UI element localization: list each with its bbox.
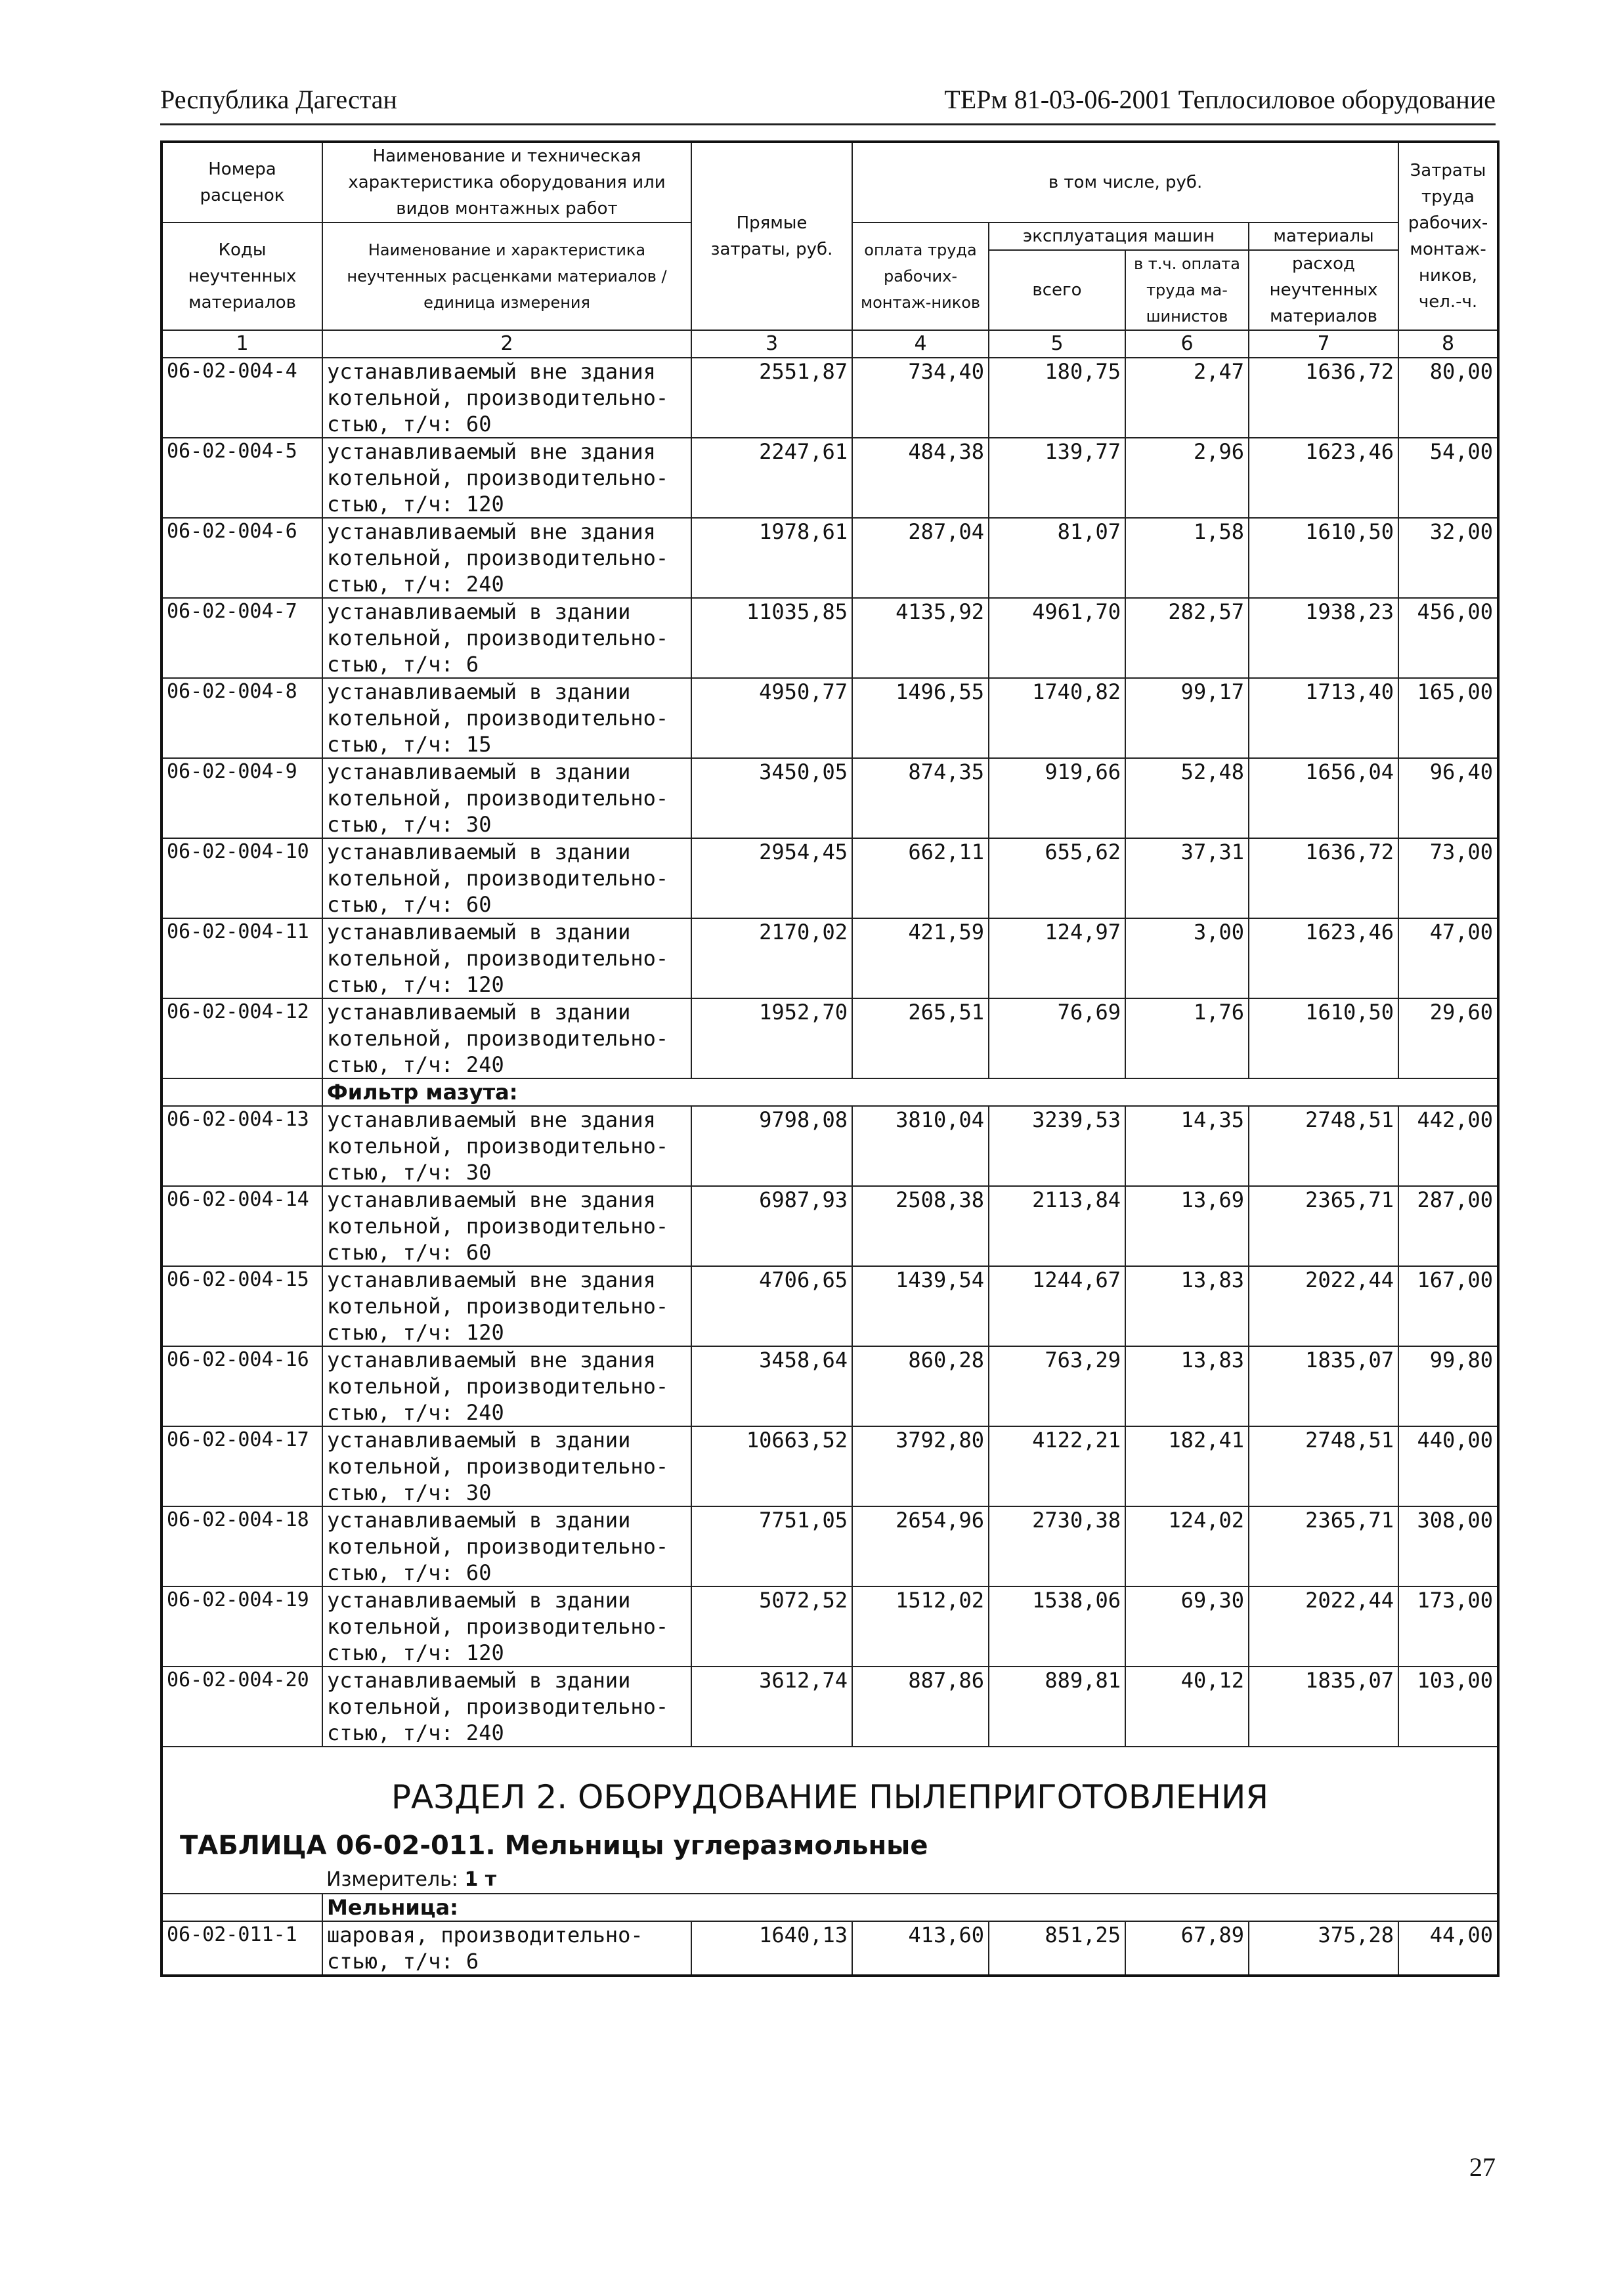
- table-row: [162, 678, 1498, 758]
- labor-hours: 54,00: [1398, 438, 1498, 518]
- labor-cost: 4135,92: [852, 598, 989, 678]
- machinist-labor-cost: 2,47: [1125, 358, 1249, 438]
- work-name-line: котельной, производительно-: [327, 1694, 669, 1719]
- page-number: 27: [1469, 2152, 1496, 2182]
- labor-hours: 29,60: [1398, 998, 1498, 1078]
- table-row: [162, 1106, 1498, 1186]
- materials-cost: 1656,04: [1249, 758, 1398, 838]
- table-row: [162, 1921, 1498, 1976]
- materials-cost: 1636,72: [1249, 838, 1398, 918]
- meter-label: Измеритель:: [326, 1868, 458, 1891]
- labor-cost: 413,60: [852, 1921, 989, 1976]
- work-name-line: котельной, производительно-: [327, 866, 669, 891]
- direct-cost: 4706,65: [691, 1266, 852, 1346]
- work-name-line: устанавливаемый в здании: [327, 599, 631, 624]
- col8-header: Затраты труда рабочих-монтаж-ников, чел.-ч.: [1398, 142, 1498, 330]
- direct-cost: 1952,70: [691, 998, 852, 1078]
- machinist-labor-cost: 40,12: [1125, 1667, 1249, 1747]
- labor-hours: 440,00: [1398, 1426, 1498, 1506]
- work-name-line: стью, т/ч: 15: [327, 732, 492, 757]
- labor-hours: 73,00: [1398, 838, 1498, 918]
- labor-cost: 734,40: [852, 358, 989, 438]
- work-name-line: стью, т/ч: 30: [327, 1480, 492, 1505]
- work-name-line: стью, т/ч: 6: [327, 652, 479, 677]
- work-name: [322, 918, 691, 998]
- machinist-labor-cost: 124,02: [1125, 1506, 1249, 1586]
- work-name-line: котельной, производительно-: [327, 706, 669, 731]
- labor-cost: 1512,02: [852, 1586, 989, 1667]
- col1-header-top: Номера расценок: [162, 142, 322, 223]
- work-name: [322, 1667, 691, 1747]
- machine-cost: 4122,21: [989, 1426, 1125, 1506]
- machinist-labor-cost: 52,48: [1125, 758, 1249, 838]
- labor-hours: 165,00: [1398, 678, 1498, 758]
- table-row: [162, 1186, 1498, 1266]
- work-name-line: стью, т/ч: 240: [327, 1052, 504, 1077]
- document-title: ТЕРм 81-03-06-2001 Теплосиловое оборудование: [944, 85, 1496, 114]
- work-name-line: котельной, производительно-: [327, 786, 669, 811]
- rate-code: 06-02-004-9: [162, 758, 322, 838]
- group-spacer: [162, 1078, 322, 1106]
- rows-block-a: [162, 358, 1498, 1078]
- labor-hours: 442,00: [1398, 1106, 1498, 1186]
- work-name-line: устанавливаемый вне здания: [327, 439, 656, 464]
- labor-cost: 484,38: [852, 438, 989, 518]
- machine-cost: 1740,82: [989, 678, 1125, 758]
- work-name: [322, 758, 691, 838]
- group-label-mill: Мельница:: [322, 1894, 1498, 1921]
- machine-cost: 180,75: [989, 358, 1125, 438]
- table-row: [162, 1667, 1498, 1747]
- machine-cost: 889,81: [989, 1667, 1125, 1747]
- work-name-line: устанавливаемый вне здания: [327, 519, 656, 544]
- labor-cost: 887,86: [852, 1667, 989, 1747]
- rate-code: 06-02-004-19: [162, 1586, 322, 1667]
- labor-cost: 421,59: [852, 918, 989, 998]
- region-title: Республика Дагестан: [160, 85, 397, 114]
- col5-header: всего: [989, 250, 1125, 330]
- col1-header-bottom: Коды неучтенных материалов: [162, 223, 322, 330]
- labor-cost: 287,04: [852, 518, 989, 598]
- machine-cost: 81,07: [989, 518, 1125, 598]
- table-row: [162, 838, 1498, 918]
- machinist-labor-cost: 3,00: [1125, 918, 1249, 998]
- work-name-line: стью, т/ч: 120: [327, 972, 504, 997]
- work-name-line: стью, т/ч: 60: [327, 412, 492, 436]
- table-row: [162, 598, 1498, 678]
- page-header: [160, 84, 1496, 125]
- labor-hours: 287,00: [1398, 1186, 1498, 1266]
- rate-code: 06-02-004-6: [162, 518, 322, 598]
- materials-cost: 375,28: [1249, 1921, 1398, 1976]
- labor-cost: 2508,38: [852, 1186, 989, 1266]
- work-name-line: устанавливаемый в здании: [327, 1508, 631, 1533]
- rows-block-b: [162, 1106, 1498, 1747]
- labor-hours: 96,40: [1398, 758, 1498, 838]
- materials-cost: 1636,72: [1249, 358, 1398, 438]
- col-number: 5: [989, 330, 1125, 358]
- col3-header: Прямые затраты, руб.: [691, 142, 852, 330]
- machine-cost: 851,25: [989, 1921, 1125, 1976]
- materials-cost: 2748,51: [1249, 1426, 1398, 1506]
- rate-code: 06-02-004-4: [162, 358, 322, 438]
- work-name-line: устанавливаемый в здании: [327, 840, 631, 864]
- rate-code: 06-02-004-20: [162, 1667, 322, 1747]
- work-name-line: котельной, производительно-: [327, 946, 669, 971]
- machine-cost: 3239,53: [989, 1106, 1125, 1186]
- work-name: [322, 838, 691, 918]
- labor-hours: 308,00: [1398, 1506, 1498, 1586]
- machine-cost: 124,97: [989, 918, 1125, 998]
- meter-line: [322, 1867, 1498, 1894]
- work-name: [322, 1186, 691, 1266]
- work-name-line: котельной, производительно-: [327, 1214, 669, 1239]
- labor-cost: 265,51: [852, 998, 989, 1078]
- machinist-labor-cost: 14,35: [1125, 1106, 1249, 1186]
- machine-cost: 2730,38: [989, 1506, 1125, 1586]
- table-row: [162, 1346, 1498, 1426]
- rate-code: 06-02-004-16: [162, 1346, 322, 1426]
- direct-cost: 11035,85: [691, 598, 852, 678]
- rate-code: 06-02-004-17: [162, 1426, 322, 1506]
- direct-cost: 3450,05: [691, 758, 852, 838]
- materials-cost: 1835,07: [1249, 1667, 1398, 1747]
- materials-header: материалы: [1249, 223, 1398, 250]
- machine-cost: 2113,84: [989, 1186, 1125, 1266]
- work-name: [322, 1506, 691, 1586]
- work-name-line: устанавливаемый в здании: [327, 920, 631, 945]
- meter-value: 1 т: [464, 1868, 497, 1891]
- rate-code: 06-02-004-8: [162, 678, 322, 758]
- direct-cost: 7751,05: [691, 1506, 852, 1586]
- work-name: [322, 1346, 691, 1426]
- col7-header: расход неучтенных материалов: [1249, 250, 1398, 330]
- materials-cost: 1610,50: [1249, 518, 1398, 598]
- price-table: [160, 140, 1500, 1977]
- machines-header: эксплуатация машин: [989, 223, 1249, 250]
- direct-cost: 4950,77: [691, 678, 852, 758]
- rate-code: 06-02-004-18: [162, 1506, 322, 1586]
- materials-cost: 2022,44: [1249, 1266, 1398, 1346]
- labor-hours: 456,00: [1398, 598, 1498, 678]
- work-name-line: стью, т/ч: 120: [327, 492, 504, 517]
- work-name-line: стью, т/ч: 60: [327, 892, 492, 917]
- direct-cost: 1640,13: [691, 1921, 852, 1976]
- work-name-line: котельной, производительно-: [327, 1614, 669, 1639]
- col4-header: оплата труда рабочих-монтаж-ников: [852, 223, 989, 330]
- work-name-line: стью, т/ч: 120: [327, 1320, 504, 1345]
- rate-code: 06-02-004-15: [162, 1266, 322, 1346]
- group-spacer: [162, 1894, 322, 1921]
- labor-cost: 662,11: [852, 838, 989, 918]
- work-name-line: устанавливаемый в здании: [327, 679, 631, 704]
- rate-code: 06-02-004-10: [162, 838, 322, 918]
- machinist-labor-cost: 182,41: [1125, 1426, 1249, 1506]
- work-name-line: устанавливаемый вне здания: [327, 1267, 656, 1292]
- rate-code: 06-02-004-12: [162, 998, 322, 1078]
- work-name-line: стью, т/ч: 240: [327, 1400, 504, 1425]
- table-row: [162, 1506, 1498, 1586]
- work-name-line: стью, т/ч: 240: [327, 1720, 504, 1745]
- labor-hours: 80,00: [1398, 358, 1498, 438]
- work-name-line: котельной, производительно-: [327, 545, 669, 570]
- direct-cost: 2247,61: [691, 438, 852, 518]
- materials-cost: 2365,71: [1249, 1506, 1398, 1586]
- work-name: [322, 1266, 691, 1346]
- group-header: в том числе, руб.: [852, 142, 1398, 223]
- work-name: [322, 1586, 691, 1667]
- group-label-fuel-filter: Фильтр мазута:: [322, 1078, 1498, 1106]
- labor-cost: 3810,04: [852, 1106, 989, 1186]
- labor-hours: 44,00: [1398, 1921, 1498, 1976]
- col-number: 6: [1125, 330, 1249, 358]
- direct-cost: 10663,52: [691, 1426, 852, 1506]
- work-name-line: устанавливаемый вне здания: [327, 359, 656, 384]
- col2-header-bottom: Наименование и характеристика неучтенных расценками материалов / единица измерения: [322, 223, 691, 330]
- labor-cost: 860,28: [852, 1346, 989, 1426]
- work-name-line: стью, т/ч: 120: [327, 1640, 504, 1665]
- machine-cost: 919,66: [989, 758, 1125, 838]
- direct-cost: 5072,52: [691, 1586, 852, 1667]
- direct-cost: 2954,45: [691, 838, 852, 918]
- work-name-line: шаровая, производительно-: [327, 1923, 643, 1947]
- col-number: 2: [322, 330, 691, 358]
- labor-hours: 103,00: [1398, 1667, 1498, 1747]
- machinist-labor-cost: 13,69: [1125, 1186, 1249, 1266]
- machinist-labor-cost: 37,31: [1125, 838, 1249, 918]
- table-row: [162, 358, 1498, 438]
- col-number: 1: [162, 330, 322, 358]
- direct-cost: 6987,93: [691, 1186, 852, 1266]
- work-name-line: устанавливаемый в здании: [327, 1588, 631, 1613]
- work-name-line: котельной, производительно-: [327, 1134, 669, 1159]
- labor-hours: 167,00: [1398, 1266, 1498, 1346]
- rate-code: 06-02-004-13: [162, 1106, 322, 1186]
- materials-cost: 1835,07: [1249, 1346, 1398, 1426]
- machinist-labor-cost: 1,58: [1125, 518, 1249, 598]
- col-number: 3: [691, 330, 852, 358]
- labor-cost: 3792,80: [852, 1426, 989, 1506]
- machinist-labor-cost: 13,83: [1125, 1266, 1249, 1346]
- table-row: [162, 918, 1498, 998]
- work-name: [322, 678, 691, 758]
- direct-cost: 9798,08: [691, 1106, 852, 1186]
- work-name-line: устанавливаемый в здании: [327, 1000, 631, 1025]
- machine-cost: 76,69: [989, 998, 1125, 1078]
- materials-cost: 1610,50: [1249, 998, 1398, 1078]
- rate-code: 06-02-004-14: [162, 1186, 322, 1266]
- work-name-line: котельной, производительно-: [327, 1374, 669, 1399]
- work-name: [322, 598, 691, 678]
- table-title: ТАБЛИЦА 06-02-011. Мельницы углеразмольные: [180, 1831, 928, 1861]
- work-name-line: устанавливаемый в здании: [327, 1668, 631, 1693]
- work-name: [322, 1426, 691, 1506]
- materials-cost: 1713,40: [1249, 678, 1398, 758]
- work-name-line: котельной, производительно-: [327, 1026, 669, 1051]
- machine-cost: 1538,06: [989, 1586, 1125, 1667]
- work-name-line: устанавливаемый вне здания: [327, 1187, 656, 1212]
- direct-cost: 3458,64: [691, 1346, 852, 1426]
- machinist-labor-cost: 282,57: [1125, 598, 1249, 678]
- work-name-line: котельной, производительно-: [327, 626, 669, 650]
- work-name: [322, 438, 691, 518]
- machinist-labor-cost: 1,76: [1125, 998, 1249, 1078]
- work-name: [322, 1106, 691, 1186]
- rate-code: 06-02-004-7: [162, 598, 322, 678]
- work-name-line: котельной, производительно-: [327, 1294, 669, 1319]
- machinist-labor-cost: 67,89: [1125, 1921, 1249, 1976]
- work-name: [322, 998, 691, 1078]
- work-name-line: устанавливаемый вне здания: [327, 1107, 656, 1132]
- machine-cost: 763,29: [989, 1346, 1125, 1426]
- labor-hours: 173,00: [1398, 1586, 1498, 1667]
- work-name-line: стью, т/ч: 240: [327, 572, 504, 597]
- rate-code: 06-02-004-11: [162, 918, 322, 998]
- work-name-line: стью, т/ч: 30: [327, 1160, 492, 1185]
- work-name: [322, 358, 691, 438]
- col6-header: в т.ч. оплата труда ма-шинистов: [1125, 250, 1249, 330]
- direct-cost: 1978,61: [691, 518, 852, 598]
- rate-code: 06-02-004-5: [162, 438, 322, 518]
- labor-cost: 1496,55: [852, 678, 989, 758]
- work-name-line: котельной, производительно-: [327, 1534, 669, 1559]
- work-name-line: котельной, производительно-: [327, 1454, 669, 1479]
- work-name: [322, 1921, 691, 1976]
- work-name-line: устанавливаемый вне здания: [327, 1348, 656, 1372]
- direct-cost: 3612,74: [691, 1667, 852, 1747]
- materials-cost: 2748,51: [1249, 1106, 1398, 1186]
- work-name-line: стью, т/ч: 60: [327, 1560, 492, 1585]
- labor-cost: 2654,96: [852, 1506, 989, 1586]
- meter-spacer: [162, 1867, 322, 1894]
- work-name-line: стью, т/ч: 6: [327, 1949, 479, 1974]
- col-number: 4: [852, 330, 989, 358]
- machinist-labor-cost: 13,83: [1125, 1346, 1249, 1426]
- machinist-labor-cost: 2,96: [1125, 438, 1249, 518]
- work-name-line: устанавливаемый в здании: [327, 759, 631, 784]
- table-row: [162, 998, 1498, 1078]
- labor-hours: 32,00: [1398, 518, 1498, 598]
- machine-cost: 1244,67: [989, 1266, 1125, 1346]
- table-row: [162, 1586, 1498, 1667]
- materials-cost: 1623,46: [1249, 918, 1398, 998]
- table-row: [162, 758, 1498, 838]
- work-name-line: котельной, производительно-: [327, 385, 669, 410]
- labor-cost: 1439,54: [852, 1266, 989, 1346]
- machinist-labor-cost: 69,30: [1125, 1586, 1249, 1667]
- machine-cost: 139,77: [989, 438, 1125, 518]
- materials-cost: 2365,71: [1249, 1186, 1398, 1266]
- rate-code: 06-02-011-1: [162, 1921, 322, 1976]
- work-name-line: стью, т/ч: 60: [327, 1240, 492, 1265]
- materials-cost: 2022,44: [1249, 1586, 1398, 1667]
- table-row: [162, 518, 1498, 598]
- machine-cost: 4961,70: [989, 598, 1125, 678]
- labor-hours: 47,00: [1398, 918, 1498, 998]
- col2-header-top: Наименование и техническая характеристика оборудования или видов монтажных работ: [322, 142, 691, 223]
- rows-block-c: [162, 1921, 1498, 1976]
- section-block: [162, 1747, 1498, 1867]
- machinist-labor-cost: 99,17: [1125, 678, 1249, 758]
- direct-cost: 2170,02: [691, 918, 852, 998]
- table-row: [162, 1426, 1498, 1506]
- table-row: [162, 1266, 1498, 1346]
- table-row: [162, 438, 1498, 518]
- labor-hours: 99,80: [1398, 1346, 1498, 1426]
- materials-cost: 1623,46: [1249, 438, 1398, 518]
- machine-cost: 655,62: [989, 838, 1125, 918]
- labor-cost: 874,35: [852, 758, 989, 838]
- work-name-line: котельной, производительно-: [327, 465, 669, 490]
- col-number: 7: [1249, 330, 1398, 358]
- work-name: [322, 518, 691, 598]
- section-title: РАЗДЕЛ 2. ОБОРУДОВАНИЕ ПЫЛЕПРИГОТОВЛЕНИЯ: [391, 1778, 1269, 1816]
- direct-cost: 2551,87: [691, 358, 852, 438]
- work-name-line: стью, т/ч: 30: [327, 812, 492, 837]
- work-name-line: устанавливаемый в здании: [327, 1428, 631, 1453]
- materials-cost: 1938,23: [1249, 598, 1398, 678]
- col-number: 8: [1398, 330, 1498, 358]
